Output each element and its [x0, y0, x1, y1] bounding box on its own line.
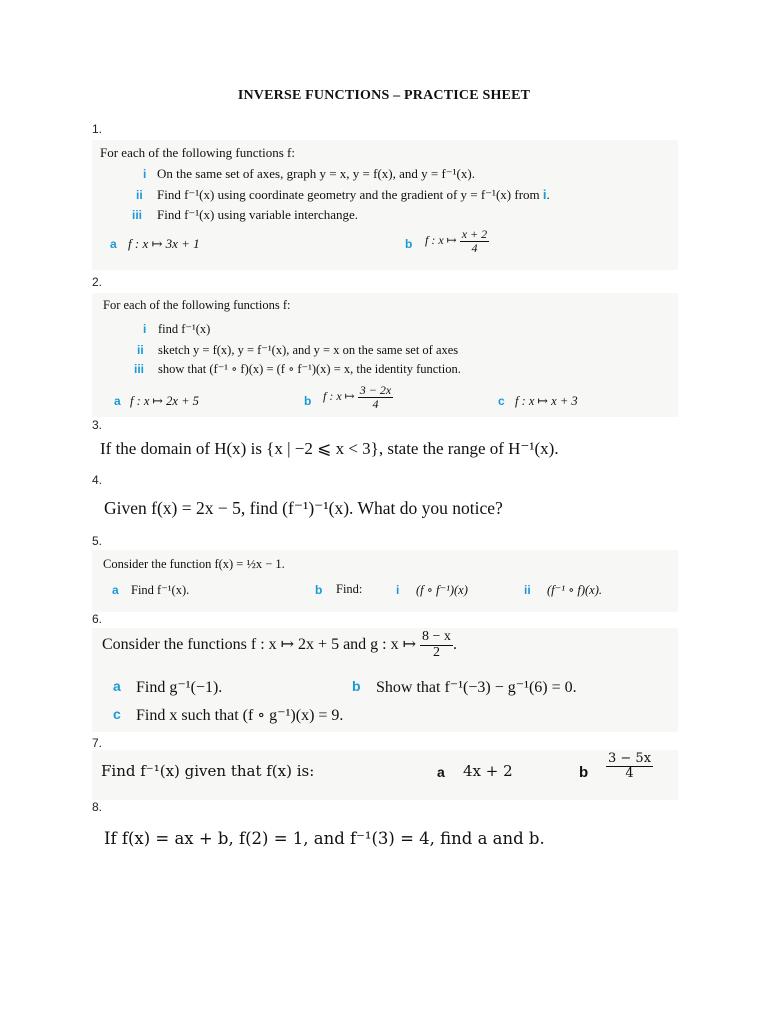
q7-text: Find f⁻¹(x) given that f(x) is: [101, 762, 315, 780]
q1-a-expression: f : x ↦ 3x + 1 [128, 236, 200, 251]
question-7-number: 7. [92, 736, 103, 750]
q2-b-expression: f : x ↦ $\frac{3 - 2x}{4}$ [323, 383, 392, 411]
q2-c-expression: f : x ↦ x + 3 [515, 394, 578, 408]
q7-a-expression: 4x + 2 [463, 762, 513, 780]
q4-text: Given f(x) = 2x − 5, find (f⁻¹)⁻¹(x). What do you notice? [104, 498, 503, 518]
q1-part-ii-label: ii [136, 188, 143, 202]
q5-b-i-label: i [396, 583, 400, 597]
q1-intro: For each of the following functions f: [100, 145, 295, 160]
q7-b-label: b [579, 764, 589, 781]
question-4-number: 4. [92, 473, 103, 487]
question-8-number: 8. [92, 800, 103, 814]
q6-c-label: c [113, 706, 121, 722]
question-2-number: 2. [92, 275, 103, 289]
q1-part-i-text: On the same set of axes, graph y = x, y = f(x), and y = f⁻¹(x). [157, 166, 475, 181]
question-6-number: 6. [92, 612, 103, 626]
q5-a-label: a [112, 583, 119, 597]
q2-part-i-text: find f⁻¹(x) [158, 322, 211, 336]
q2-intro: For each of the following functions f: [103, 298, 291, 312]
q1-part-iii-label: iii [132, 208, 143, 222]
q1-part-i-label: i [143, 167, 147, 181]
q2-part-ii-label: ii [137, 343, 144, 357]
q5-b-ii-label: ii [524, 583, 531, 597]
q2-a-label: a [114, 394, 121, 408]
q7-a-label: a [437, 764, 445, 780]
q5-b-ii-text: (f⁻¹ ∘ f)(x). [547, 583, 602, 597]
page-title: INVERSE FUNCTIONS – PRACTICE SHEET [237, 88, 531, 103]
q1-a-label: a [110, 237, 117, 251]
q6-b-label: b [352, 678, 361, 694]
q6-a-text: Find g⁻¹(−1). [136, 679, 223, 696]
q1-part-ii-ref: i [542, 187, 547, 202]
q5-a-text: Find f⁻¹(x). [131, 583, 190, 597]
question-1-number: 1. [92, 122, 103, 136]
q2-part-i-label: i [143, 322, 147, 336]
question-3-number: 3. [92, 418, 103, 432]
q1-b-label: b [405, 237, 413, 251]
q2-part-iii-text: show that (f⁻¹ ∘ f)(x) = (f ∘ f⁻¹)(x) = x, the identity function. [158, 362, 461, 376]
q1-part-iii-text: Find f⁻¹(x) using variable interchange. [157, 207, 359, 222]
q5-intro: Consider the function f(x) = ½x − 1. [103, 557, 285, 571]
q2-c-label: c [498, 394, 505, 408]
q3-text: If the domain of H(x) is {x | −2 ⩽ x < 3}, state the range of H⁻¹(x). [100, 439, 559, 458]
q6-b-text: Show that f⁻¹(−3) − g⁻¹(6) = 0. [376, 679, 577, 696]
q7-b-expression: $\frac{3 - 5x}{4}$ [608, 751, 652, 781]
q5-b-text: Find: [336, 582, 363, 596]
q6-a-label: a [113, 678, 121, 694]
q6-c-text: Find x such that (f ∘ g⁻¹)(x) = 9. [136, 707, 344, 724]
question-5-number: 5. [92, 534, 103, 548]
q2-b-label: b [304, 394, 312, 408]
q1-b-expression: f : x ↦ $\frac{x + 2}{4}$ [425, 227, 488, 255]
q8-text: If f(x) = ax + b, f(2) = 1, and f⁻¹(3) = 4, find a and b. [104, 829, 545, 848]
q5-b-i-text: (f ∘ f⁻¹)(x) [416, 583, 468, 597]
q1-part-ii-text: Find f⁻¹(x) using coordinate geometry and the gradient of y = f⁻¹(x) from i. [157, 187, 550, 202]
q2-a-expression: f : x ↦ 2x + 5 [130, 394, 199, 408]
q5-b-label: b [315, 583, 323, 597]
q2-part-iii-label: iii [134, 362, 145, 376]
q6-intro: Consider the functions f : x ↦ 2x + 5 and g : x ↦ $\frac{8 - x}{2}$ . [102, 629, 457, 660]
q2-part-ii-text: sketch y = f(x), y = f⁻¹(x), and y = x on the same set of axes [158, 343, 459, 357]
